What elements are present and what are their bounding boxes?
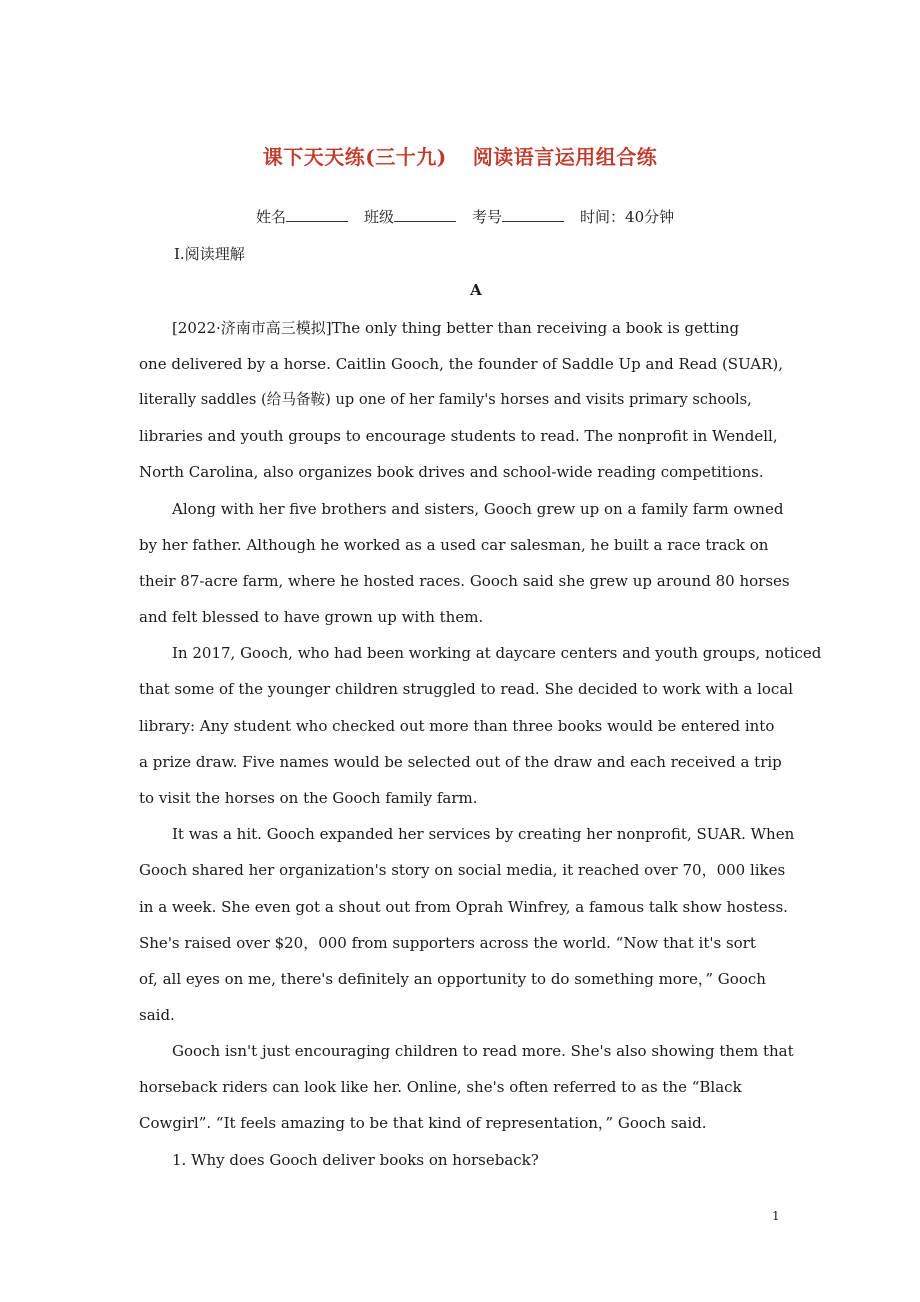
passage-line: [2022·济南市高三模拟]The only thing better than receiving a book is getting (172, 319, 740, 337)
question-1: 1. Why does Gooch deliver books on horseback? (172, 1151, 539, 1169)
passage-line: It was a hit. Gooch expanded her services by creating her nonprofit, SUAR. When (172, 825, 795, 843)
passage-line: Cowgirl”. “It feels amazing to be that kind of representation，” Gooch said. (139, 1114, 707, 1132)
title-part-2: 阅读语言运用组合练 (472, 145, 658, 169)
passage-line: by her father. Although he worked as a used car salesman, he built a race track on (139, 536, 769, 554)
passage-line: their 87-acre farm, where he hosted races. Gooch said she grew up around 80 horses (139, 572, 790, 590)
passage-line: a prize draw. Five names would be selected out of the draw and each received a trip (139, 753, 782, 771)
page-title (0, 141, 920, 170)
passage-line: that some of the younger children struggled to read. She decided to work with a local (139, 680, 794, 698)
class-label: 班级 (364, 208, 395, 226)
section-heading: Ⅰ.阅读理解 (174, 245, 245, 263)
passage-line: libraries and youth groups to encourage students to read. The nonprofit in Wendell, (139, 427, 778, 445)
passage-line: North Carolina, also organizes book drives and school-wide reading competitions. (139, 463, 764, 481)
exam-no-label: 考号 (472, 208, 503, 226)
passage-line: Gooch shared her organization's story on social media, it reached over 70，000 likes (139, 861, 786, 879)
passage-line: In 2017, Gooch, who had been working at daycare centers and youth groups, noticed (172, 644, 822, 662)
passage-line: Gooch isn't just encouraging children to read more. She's also showing them that (172, 1042, 794, 1060)
passage-letter: A (470, 281, 482, 299)
passage-line: library: Any student who checked out more than three books would be entered into (139, 717, 775, 735)
class-blank (394, 207, 456, 222)
student-info-row (256, 206, 674, 227)
passage-line: to visit the horses on the Gooch family farm. (139, 789, 478, 807)
passage-line: in a week. She even got a shout out from Oprah Winfrey, a famous talk show hostess. (139, 898, 788, 916)
title-part-1: 课下天天练(三十九) (262, 145, 447, 169)
passage-line: and felt blessed to have grown up with them. (139, 608, 484, 626)
passage-line: Along with her five brothers and sisters, Gooch grew up on a family farm owned (172, 500, 784, 518)
name-blank (286, 207, 348, 222)
passage-line: said. (139, 1006, 175, 1024)
passage-line: one delivered by a horse. Caitlin Gooch, the founder of Saddle Up and Read (SUAR), (139, 355, 784, 373)
passage-line: literally saddles (给马备鞍) up one of her family's horses and visits primary schools, (139, 391, 752, 408)
passage-line: horseback riders can look like her. Online, she's often referred to as the “Black (139, 1078, 742, 1096)
exam-no-blank (502, 207, 564, 222)
passage-line: She's raised over $20，000 from supporters across the world. “Now that it's sort (139, 934, 756, 952)
page-number: 1 (772, 1209, 780, 1223)
name-label: 姓名 (256, 208, 287, 226)
time-label: 时间：40分钟 (580, 208, 675, 226)
passage-line: of, all eyes on me, there's definitely an opportunity to do something more，” Gooch (139, 970, 766, 988)
